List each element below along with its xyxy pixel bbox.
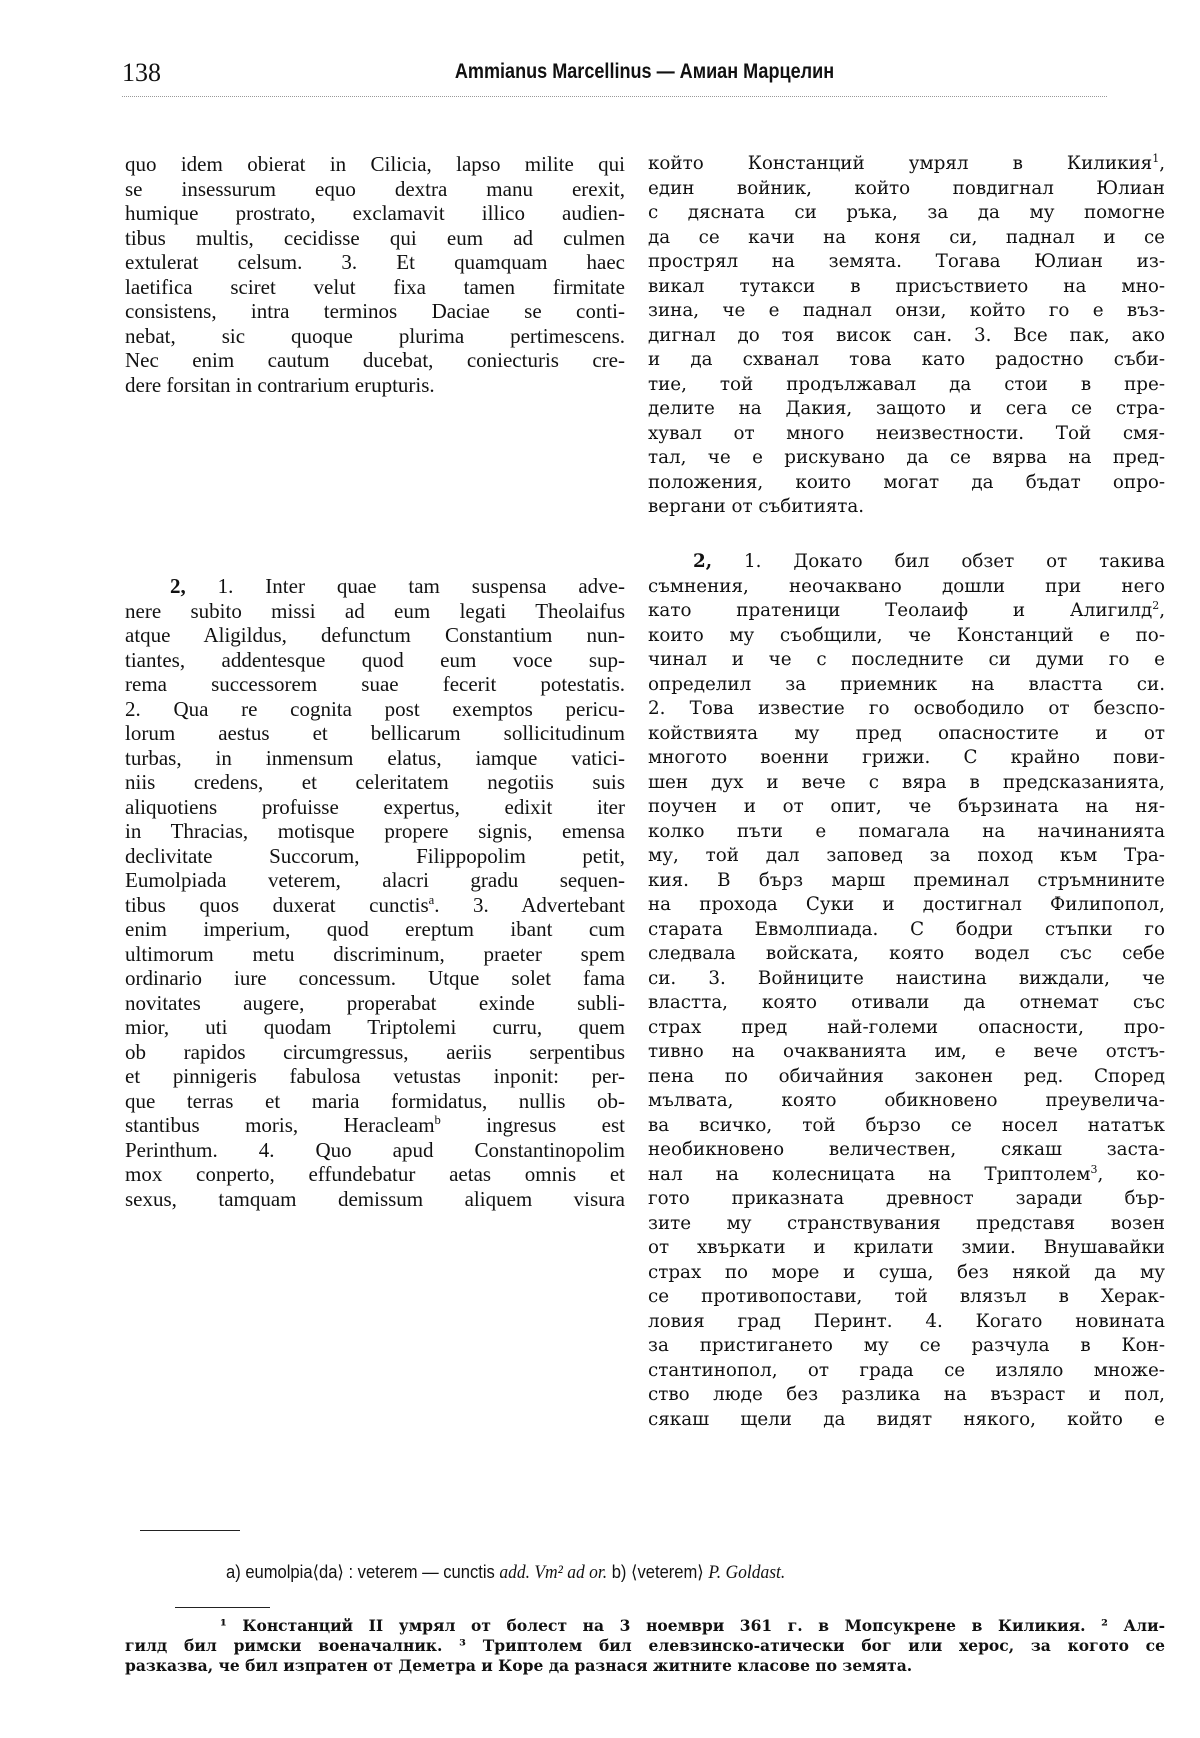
text-line: aliquotiens profuisse expertus, edixit iter — [125, 794, 625, 819]
text-line: да се качи на коня си, паднал и се — [648, 226, 1165, 248]
text-line: му, той дал заповед за поход към Тра- — [648, 845, 1165, 866]
latin-text: . 3. Advertebant — [434, 892, 626, 917]
footnote-ref-2[interactable]: 2 — [1152, 598, 1160, 612]
bulgarian-text: който Констанций умрял в Киликия — [648, 153, 1153, 174]
text-line: turbas, in inmensum elatus, iamque vatici- — [125, 745, 625, 770]
text-line: mior, uti quodam Triptolemi curru, quem — [125, 1015, 625, 1039]
text-line: extulerat celsum. 3. Et quamquam haec — [125, 250, 625, 274]
text-line: простpял на земята. Тогава Юлиан из- — [648, 251, 1165, 272]
text-line: койствията му пред опасностите и от — [648, 722, 1165, 744]
bulgarian-section-2-first-line — [648, 550, 1165, 575]
text-line: се противопостави, той влязъл в Херак- — [648, 1286, 1165, 1307]
text-line: колко пъти е помагала на начинанията — [648, 820, 1165, 842]
footnote-line-2: гилд бил римски военачалник. ³ Триптолем бил елевзинско-атически бог или херос, за когото се — [125, 1636, 1165, 1655]
text-line: humique prostrato, exclamavit illico audien- — [125, 201, 625, 225]
latin-text: stantibus moris, Heracleam — [125, 1113, 435, 1137]
bulgarian-text: , — [1159, 600, 1165, 621]
footnotes — [125, 1616, 1165, 1676]
footnote-line-3: разказва, че бил изпратен от Деметра и Коре да разнася житните класове по земята. — [125, 1656, 913, 1675]
text-line: чинал и че с последните си думи го е — [648, 649, 1165, 670]
text-line: dere forsitan in contrarium erupturis. — [125, 372, 435, 397]
text-line: кия. В бърз марш преминал стръмнините — [648, 869, 1165, 891]
footnote-line-1: ¹ Констанций II умрял от болест на 3 ноември 361 г. в Мопсукрене в Киликия. ² Али- — [220, 1616, 1165, 1635]
text-line: rema successorem suae fecerit potestatis. — [125, 672, 625, 696]
bulgarian-text: като пратеници Теолаиф и Алигилд — [648, 600, 1153, 621]
text-line: положения, които могат да бъдат опро- — [648, 471, 1165, 493]
text-line: et pinnigeris fabulosa vetustas inponit: per- — [125, 1064, 625, 1088]
bulgarian-line: съмнения, неочаквано дошли при него — [648, 575, 1165, 597]
text-line: Perinthum. 4. Quo apud Constantinopolim — [125, 1137, 625, 1162]
text-line: шен дух и вече с вяра в предсказанията, — [648, 771, 1165, 793]
latin-line-heracleam — [125, 1113, 625, 1138]
text-line: необикновено величествен, сякаш заста- — [648, 1139, 1165, 1160]
text-line: вергани от събитията. — [648, 496, 865, 517]
apparatus-note-b: b) ⟨veterem⟩ — [607, 1562, 709, 1582]
apparatus-rule — [140, 1530, 240, 1531]
header-rule — [122, 96, 1107, 97]
text-line: ob rapidos circumgressus, aeriis serpentibus — [125, 1039, 625, 1064]
bulgarian-text: нал на колесницата на Триптолем — [648, 1163, 1091, 1185]
text-line: laetifica sciret velut fixa tamen firmitate — [125, 274, 625, 299]
text-line: сякаш щели да видят някого, който е — [648, 1408, 1165, 1430]
text-line: ловия град Перинт. 4. Когато новината — [648, 1310, 1165, 1332]
bulgarian-paragraph-2b — [648, 1187, 1165, 1432]
text-line: quo idem obierat in Cilicia, lapso milite qui — [125, 152, 625, 176]
text-line: които му съобщили, че Констанций е по- — [648, 624, 1165, 646]
text-line: определил за приемник на властта си. — [648, 673, 1165, 695]
latin-paragraph-1 — [125, 152, 625, 397]
text-line: novitates augere, properabat exinde subli- — [125, 990, 625, 1015]
text-line: си. 3. Войниците наистина виждали, че — [648, 967, 1165, 989]
bulgarian-text: , — [1159, 153, 1165, 174]
text-line: 2. Qua re cognita post exemptos pericu- — [125, 696, 625, 721]
text-line: поучен и от опит, че бързината на ня- — [648, 796, 1165, 817]
bulgarian-paragraph-1-body — [648, 177, 1165, 520]
section-number: 2, — [693, 551, 713, 572]
latin-text: ingresus est — [440, 1113, 625, 1137]
footnote-ref-1[interactable]: 1 — [1152, 151, 1160, 165]
text-line: Nec enim cautum ducebat, coniecturis cre- — [125, 348, 625, 372]
apparatus-note-a-italic: add. Vm² ad or. — [499, 1562, 608, 1583]
text-line: стантинопол, от града се изляло множе- — [648, 1359, 1165, 1381]
text-line: declivitate Succorum, Filippopolim petit, — [125, 843, 625, 868]
text-line: старата Евмолпиада. С бодри стъпки го — [648, 918, 1165, 940]
page-header — [122, 58, 1167, 98]
text-line: пена по обичайния законен ред. Според — [648, 1065, 1165, 1087]
latin-paragraph-2a — [125, 599, 625, 893]
page-number: 138 — [122, 58, 161, 87]
text-line: един войник, който повдигнал Юлиан — [648, 177, 1165, 199]
apparatus-note-a: a) eumolpia⟨da⟩ : veterem — cunctis — [226, 1562, 500, 1582]
text-line: tibus multis, cecidisse qui eum ad culmen — [125, 225, 625, 250]
text-line: sexus, tamquam demissum aliquem visura — [125, 1186, 625, 1211]
text-line: страх пред най-големи опасности, про- — [648, 1016, 1165, 1038]
text-line: ordinario iure concessum. Utque solet fama — [125, 966, 625, 990]
text-line: зите му странствувания представя возен — [648, 1212, 1165, 1234]
text-line: Eumolpiada veterem, alacri gradu sequen- — [125, 868, 625, 892]
latin-paragraph-2c — [125, 1138, 625, 1212]
text-line: на прохода Суки и достигнал Филипопол, — [648, 894, 1165, 915]
text-line: тивно на очакванията им, е вече отстъ- — [648, 1041, 1165, 1062]
text-line: nebat, sic quoque plurima pertimescens. — [125, 323, 625, 348]
apparatus-note-b-italic: P. Goldast. — [708, 1562, 786, 1583]
text-line: se insessurum equo dextra manu erexit, — [125, 176, 625, 201]
running-title: Ammianus Marcellinus — Амиан Марцелин — [454, 60, 835, 83]
text-line: за пристигането му се разчула в Кон- — [648, 1335, 1165, 1356]
apparatus-criticus — [226, 1562, 785, 1584]
bulgarian-section-2 — [648, 550, 1165, 1432]
text-line: mox conperto, effundebatur aetas omnis et — [125, 1162, 625, 1186]
latin-text: tibus quos duxerat cunctis — [125, 892, 429, 917]
bulgarian-text: 1. Докато бил обзет от такива — [744, 551, 1166, 572]
text-line: от хвъркати и крилати змии. Внушавайки — [648, 1237, 1165, 1258]
apparatus-ref-b[interactable]: b — [434, 1113, 441, 1127]
text-line: 2. Това известие го освободило от безспо- — [648, 698, 1165, 719]
text-line: властта, която отивали да отнемат със — [648, 992, 1165, 1013]
bulgarian-paragraph-1 — [648, 152, 1165, 520]
text-line: делите на Дакия, защото и сега се стра- — [648, 398, 1165, 419]
section-number: 2, — [170, 574, 186, 598]
bulgarian-paragraph-2a — [648, 624, 1165, 1163]
text-line: niis credens, et celeritatem negotiis suis — [125, 770, 625, 794]
text-line: страх по море и суша, без някой да му — [648, 1261, 1165, 1283]
latin-paragraph-2b — [125, 917, 625, 1113]
text-line: enim imperium, quod ereptum ibant cum — [125, 917, 625, 941]
text-line: lorum aestus et bellicarum sollicitudinum — [125, 721, 625, 745]
text-line: que terras et maria formidatus, nullis ob- — [125, 1088, 625, 1113]
bulgarian-line-triptolem — [648, 1163, 1165, 1188]
text-line: дигнал до тоя висок сан. 3. Все пак, ако — [648, 324, 1165, 346]
text-line: и да схванал това като радостно съби- — [648, 349, 1165, 370]
text-line: ultimorum metu discriminum, praeter spem — [125, 941, 625, 966]
text-line: с дясната си ръка, за да му помогне — [648, 202, 1165, 223]
text-line: тал, че е рискувано да се вярва на пред- — [648, 447, 1165, 468]
text-line: ва всичко, той бързо се носел нататък — [648, 1114, 1165, 1136]
latin-section-2 — [125, 574, 625, 1211]
footnotes-rule — [175, 1607, 270, 1608]
text-line: atque Aligildus, defunctum Constantium nun- — [125, 623, 625, 647]
text-line: ство люде без разлика на възраст и пол, — [648, 1384, 1165, 1405]
apparatus-ref-a[interactable]: a — [428, 892, 435, 907]
bulgarian-line-1 — [648, 152, 1165, 177]
text-line: мълвата, която обикновено преувелича- — [648, 1090, 1165, 1111]
text-line: хувал от много неизвестности. Той смя- — [648, 422, 1165, 444]
latin-section-2-first-line — [125, 574, 625, 599]
text-line: викал тутакси в присъствието на мно- — [648, 275, 1165, 297]
bulgarian-line-aligild — [648, 599, 1165, 624]
text-line: зина, че е паднал онзи, който го е въз- — [648, 300, 1165, 321]
text-line: nere subito missi ad eum legati Theolaifus — [125, 598, 625, 623]
latin-line-cunctis — [125, 893, 625, 918]
latin-line: 1. Inter quae tam suspensa adve- — [217, 574, 625, 598]
text-line: многото военни грижи. С крайно пови- — [648, 747, 1165, 768]
footnote-ref-3[interactable]: 3 — [1090, 1162, 1098, 1176]
text-line: tiantes, addentesque quod eum voce sup- — [125, 647, 625, 672]
text-line: тие, той продължавал да стои в пре- — [648, 373, 1165, 395]
text-line: гото приказната древност заради бър- — [648, 1188, 1165, 1209]
text-line: in Thracias, motisque propere signis, emensa — [125, 819, 625, 843]
text-line: следвала войската, която водел със себе — [648, 943, 1165, 964]
text-line: consistens, intra terminos Daciae se conti- — [125, 299, 625, 323]
bulgarian-text: , ко- — [1097, 1163, 1165, 1185]
